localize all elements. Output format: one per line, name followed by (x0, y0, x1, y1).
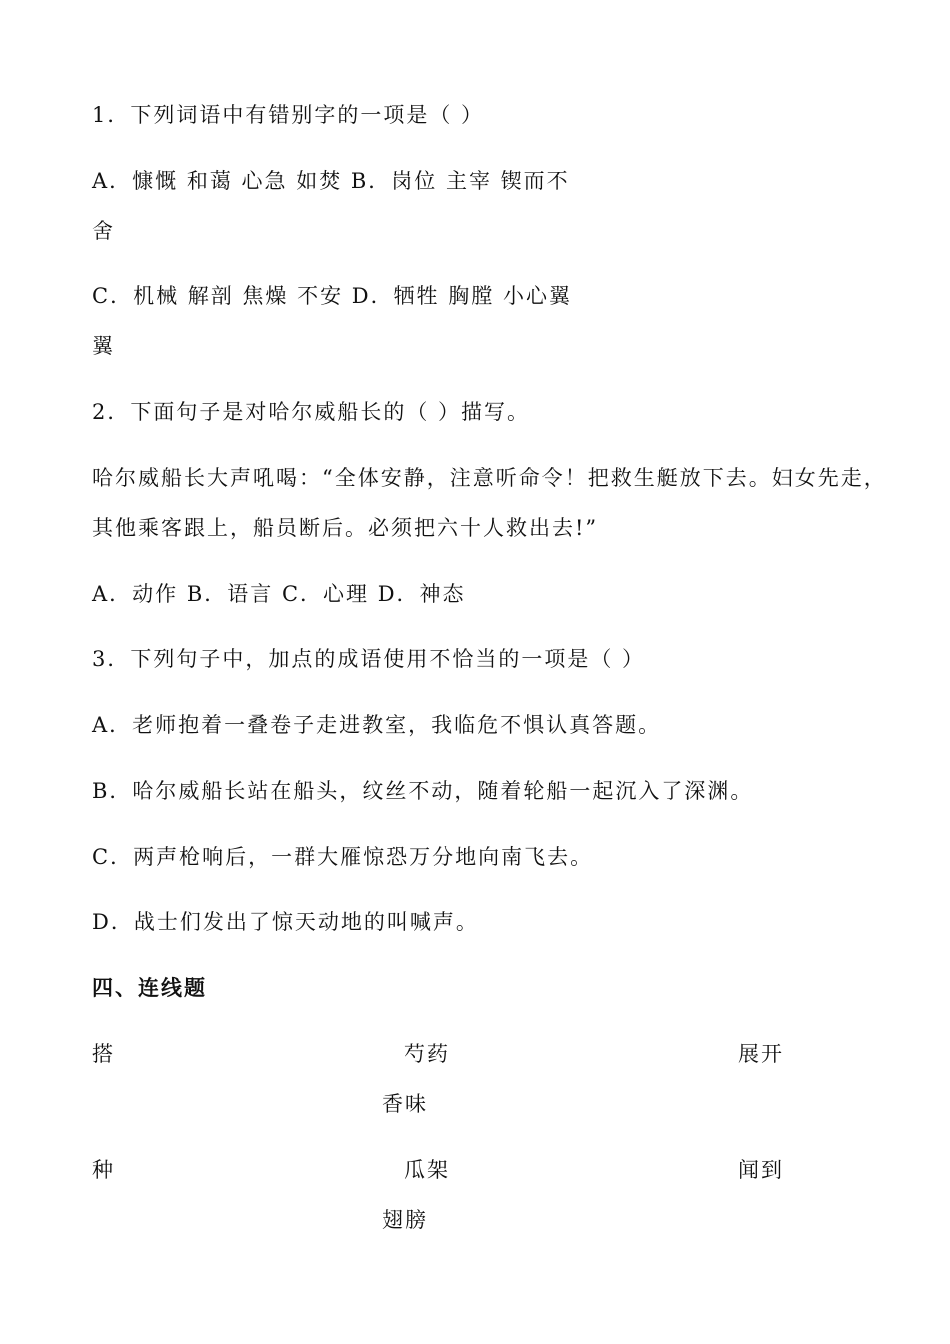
question-3-option-d: D．战士们发出了惊天动地的叫喊声。 (92, 910, 479, 934)
question-1-options-ab-wrap: 舍 (92, 219, 115, 243)
question-1-options-ab: A．慷慨 和蔼 心急 如焚 B．岗位 主宰 锲而不 (92, 169, 570, 193)
question-3-option-b: B．哈尔威船长站在船头，纹丝不动，随着轮船一起沉入了深渊。 (92, 779, 754, 803)
question-3-option-c: C．两声枪响后，一群大雁惊恐万分地向南飞去。 (92, 845, 594, 869)
question-1-options-cd-wrap: 翼 (92, 334, 115, 358)
section-4-heading: 四、连线题 (92, 976, 207, 1000)
match-right-2: 闻到 (738, 1158, 784, 1182)
question-1-stem: 1．下列词语中有错别字的一项是（ ） (92, 103, 485, 127)
question-1-options-cd: C．机械 解剖 焦燥 不安 D．牺牲 胸膛 小心翼 (92, 284, 572, 308)
match-offset-2: 翅膀 (382, 1208, 428, 1232)
question-3-option-a: A．老师抱着一叠卷子走进教室，我临危不惧认真答题。 (92, 713, 662, 737)
question-2-stem: 2．下面句子是对哈尔威船长的（ ）描写。 (92, 400, 531, 424)
match-left-2: 种 (92, 1158, 115, 1182)
match-offset-1: 香味 (382, 1092, 428, 1116)
match-left-1: 搭 (92, 1042, 115, 1066)
match-middle-2: 瓜架 (404, 1158, 450, 1182)
question-2-quote-line-1: 哈尔威船长大声吼喝：“全体安静，注意听命令！把救生艇放下去。妇女先走， (92, 466, 887, 490)
question-3-stem: 3．下列句子中，加点的成语使用不恰当的一项是（ ） (92, 647, 646, 671)
question-2-quote-line-2: 其他乘客跟上，船员断后。必须把六十人救出去!” (92, 516, 599, 540)
match-right-1: 展开 (738, 1042, 784, 1066)
match-middle-1: 芍药 (404, 1042, 450, 1066)
question-2-options: A．动作 B．语言 C．心理 D．神态 (92, 582, 466, 606)
